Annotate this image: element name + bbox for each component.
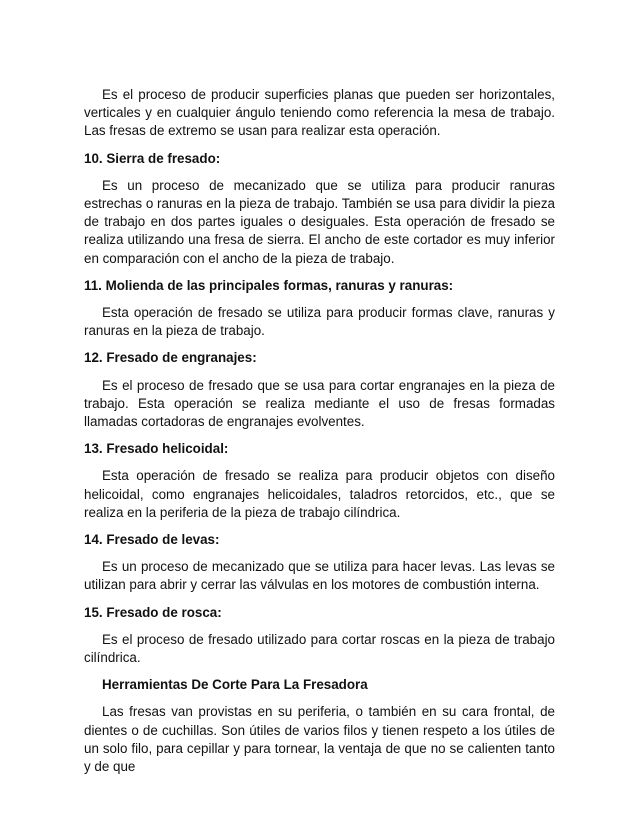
section-text-fresado-de-rosca: Es el proceso de fresado utilizado para cortar roscas en la pieza de trabajo cilíndrica.: [84, 631, 555, 666]
tools-heading: Herramientas De Corte Para La Fresadora: [102, 677, 368, 693]
section-text-molienda: Esta operación de fresado se utiliza para producir formas clave, ranuras y ranuras en la pieza de trabajo.: [84, 305, 555, 339]
document-page: [84, 86, 555, 785]
section-text-fresado-de-levas: Es un proceso de mecanizado que se utiliza para hacer levas. Las levas se utilizan para abrir y cerrar las válvulas en los motores de combustión interna.: [84, 559, 555, 593]
section-heading-fresado-de-levas: 14. Fresado de levas:: [84, 532, 220, 548]
tools-paragraph: Las fresas van provistas en su periferia, o también en su cara frontal, de dientes o de cuchillas. Son útiles de varios filos y tienen respeto a los útiles de un solo filo, para cepillar y para tornear, la ventaja de que no se calienten tanto y de que: [84, 704, 555, 775]
section-heading-fresado-helicoidal: 13. Fresado helicoidal:: [84, 441, 229, 457]
section-text-fresado-helicoidal: Esta operación de fresado se realiza para producir objetos con diseño helicoidal, como engranajes helicoidales, taladros retorcidos, etc., que se realiza en la periferia de la pieza de trabajo cilíndrica.: [84, 468, 555, 520]
section-heading-fresado-de-engranajes: 12. Fresado de engranajes:: [84, 350, 257, 366]
section-heading-fresado-de-rosca: 15. Fresado de rosca:: [84, 604, 222, 620]
section-text-fresado-de-engranajes: Es el proceso de fresado que se usa para cortar engranajes en la pieza de trabajo. Esta operación se realiza mediante el uso de fresas formadas llamadas cortadoras de engranajes evolventes.: [84, 377, 555, 430]
intro-paragraph: Es el proceso de producir superficies planas que pueden ser horizontales, verticales y en cualquier ángulo teniendo como referencia la mesa de trabajo. Las fresas de extremo se usan para realizar esta operación.: [84, 87, 555, 139]
section-text-sierra-de-fresado: Es un proceso de mecanizado que se utiliza para producir ranuras estrechas o ranuras en la pieza de trabajo. También se usa para dividir la pieza de trabajo en dos partes iguales o desiguales. Esta operación de fresado se realiza utilizando una fresa de sierra. El ancho de este cortador es muy inferior en comparación con el ancho de la pieza de trabajo.: [84, 177, 555, 266]
section-heading-molienda: 11. Molienda de las principales formas, ranuras y ranuras:: [84, 277, 454, 293]
section-heading-sierra-de-fresado: 10. Sierra de fresado:: [84, 150, 221, 166]
